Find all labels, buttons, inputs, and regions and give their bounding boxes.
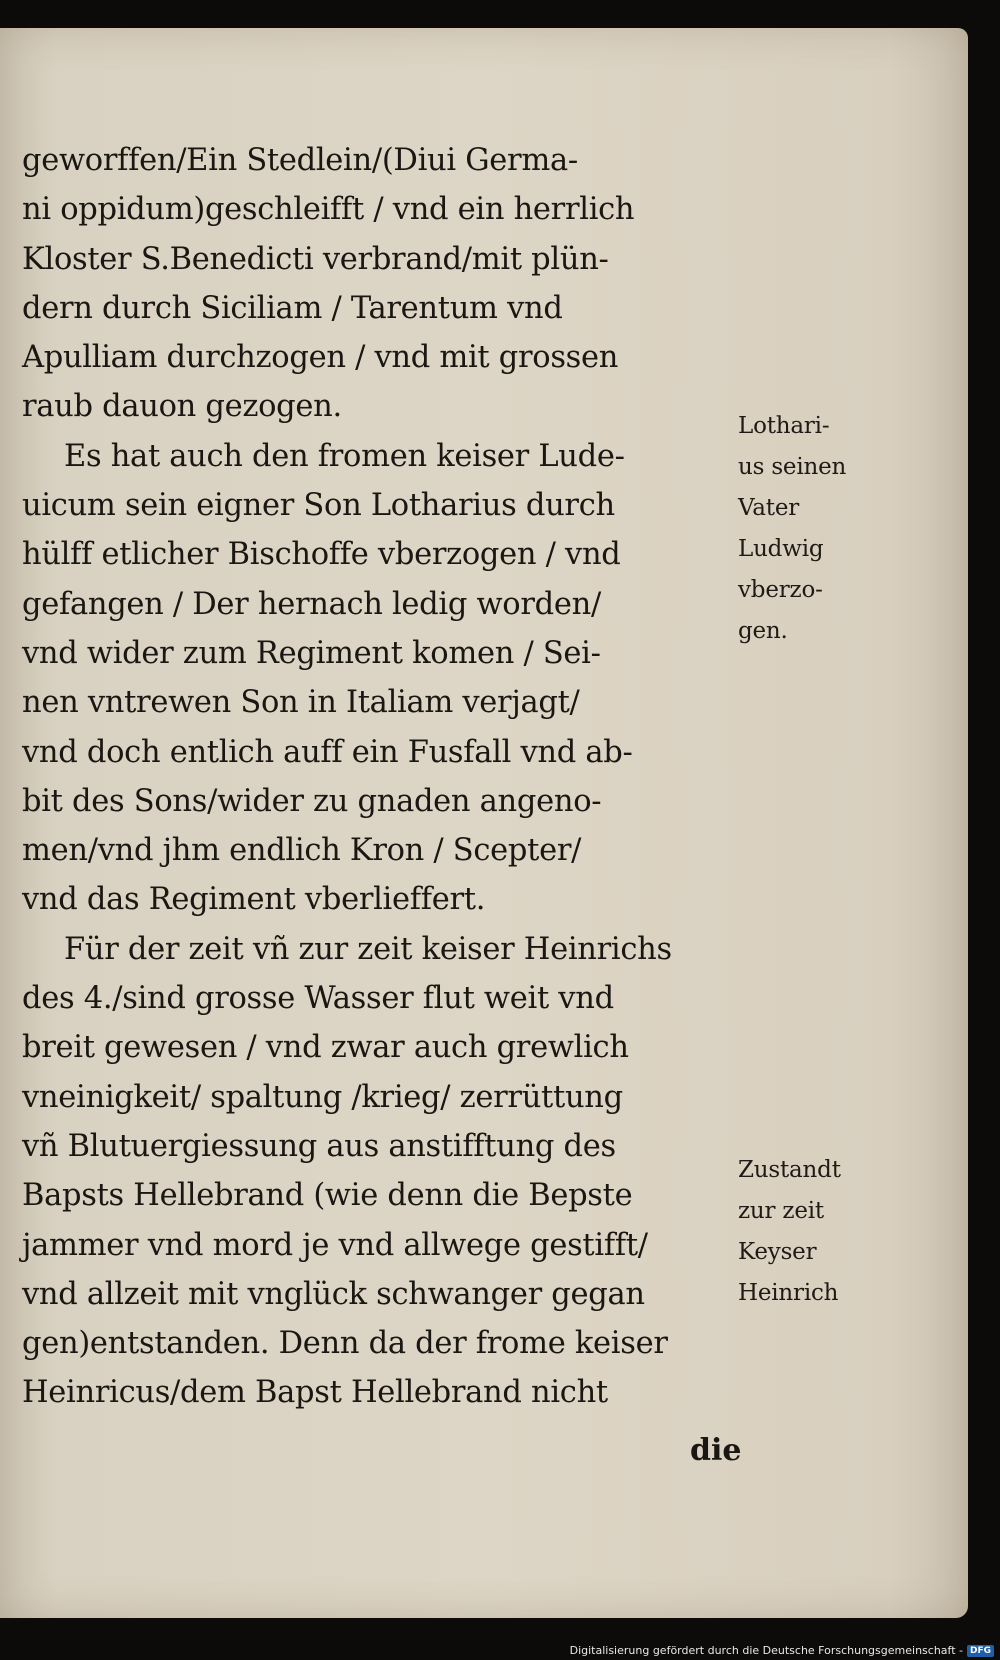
margin-note-line: us seinen <box>738 454 847 480</box>
margin-note-line: Heinrich <box>738 1280 839 1306</box>
margin-note-line: Lothari- <box>738 413 830 439</box>
text-line: hülff etlicher Bischoffe vberzogen / vnd <box>22 537 621 573</box>
margin-note-lotharius <box>738 406 888 652</box>
book-page <box>0 28 968 1618</box>
text-line: gen)entstanden. Denn da der frome keiser <box>22 1326 668 1362</box>
margin-note-line: zur zeit <box>738 1198 824 1224</box>
catchword: die <box>690 1433 742 1468</box>
margin-note-line: Ludwig <box>738 536 824 562</box>
text-line: jammer vnd mord je vnd allwege gestifft/ <box>22 1227 648 1263</box>
margin-note-line: Zustandt <box>738 1157 841 1183</box>
text-line: Apulliam durchzogen / vnd mit grossen <box>22 340 619 376</box>
text-line: vnd wider zum Regiment komen / Sei- <box>22 635 601 671</box>
text-line: Heinricus/dem Bapst Hellebrand nicht <box>22 1375 608 1411</box>
text-line: Für der zeit vñ zur zeit keiser Heinrichs <box>64 931 672 967</box>
credit-text: Digitalisierung gefördert durch die Deutsche Forschungsgemeinschaft - <box>569 1644 963 1657</box>
text-line: uicum sein eigner Son Lotharius durch <box>22 488 615 524</box>
text-line: vneinigkeit/ spaltung /krieg/ zerrüttung <box>22 1079 623 1115</box>
main-text-block <box>22 136 742 1418</box>
text-line: Kloster S.Benedicti verbrand/mit plün- <box>22 241 609 277</box>
text-line: vnd doch entlich auff ein Fusfall vnd ab- <box>22 734 633 770</box>
text-line: ni oppidum)geschleifft / vnd ein herrlich <box>22 192 635 228</box>
text-line: dern durch Siciliam / Tarentum vnd <box>22 290 563 326</box>
text-line: men/vnd jhm endlich Kron / Scepter/ <box>22 833 582 869</box>
text-line: Bapsts Hellebrand (wie denn die Bepste <box>22 1178 633 1214</box>
text-line: nen vntrewen Son in Italiam verjagt/ <box>22 685 580 721</box>
text-line: gefangen / Der hernach ledig worden/ <box>22 586 601 622</box>
text-line: Es hat auch den fromen keiser Lude- <box>64 438 625 474</box>
margin-note-line: Keyser <box>738 1239 817 1265</box>
margin-note-line: Vater <box>738 495 800 521</box>
text-line: geworffen/Ein Stedlein/(Diui Germa- <box>22 143 578 178</box>
margin-note-line: gen. <box>738 618 788 644</box>
margin-note-zustandt <box>738 1150 888 1314</box>
text-line: vnd allzeit mit vnglück schwanger gegan <box>22 1276 645 1312</box>
text-line: des 4./sind grosse Wasser flut weit vnd <box>22 981 614 1017</box>
text-line: vnd das Regiment vberlieffert. <box>22 882 486 918</box>
text-line: breit gewesen / vnd zwar auch grewlich <box>22 1030 629 1066</box>
dfg-logo-icon: DFG <box>967 1645 994 1657</box>
text-line: vñ Blutuergiessung aus anstifftung des <box>22 1128 616 1164</box>
text-line: bit des Sons/wider zu gnaden angeno- <box>22 783 602 819</box>
text-line: raub dauon gezogen. <box>22 389 342 425</box>
digitization-credit <box>570 1644 994 1657</box>
margin-note-line: vberzo- <box>738 577 823 603</box>
